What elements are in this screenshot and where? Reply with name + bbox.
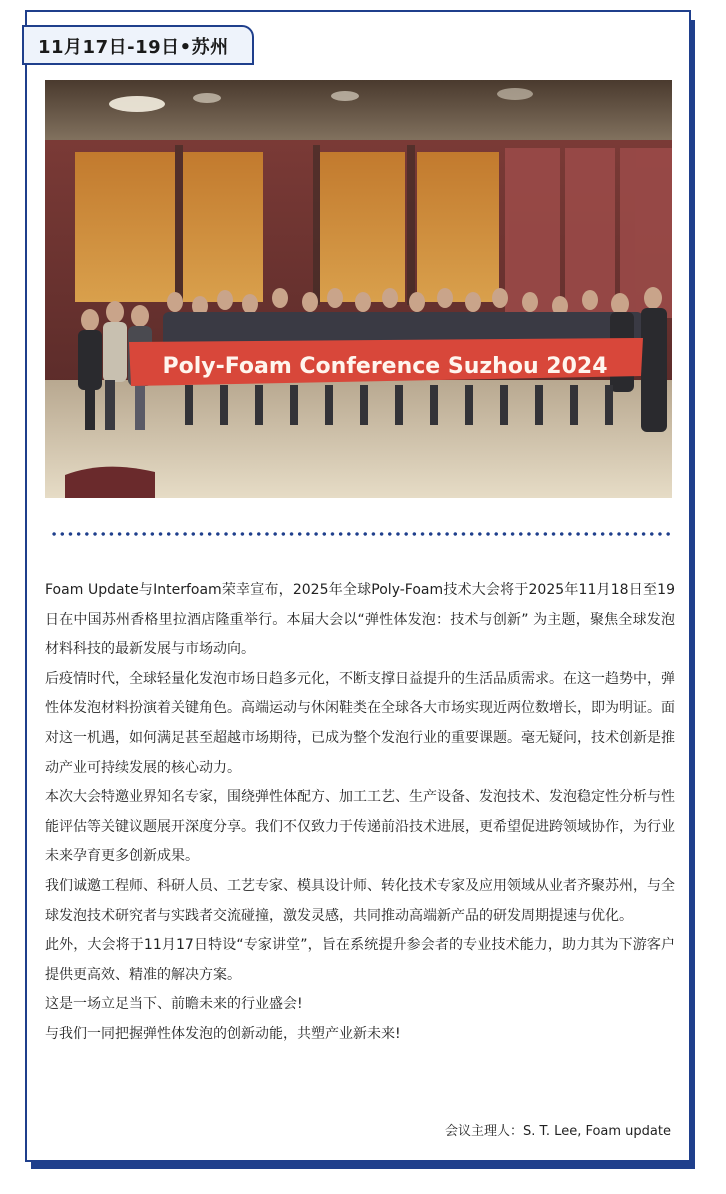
article-paragraph: 此外，大会将于11月17日特设“专家讲堂”，旨在系统提升参会者的专业技术能力，助力其为下游客户提供更高效、精准的解决方案。 [45, 937, 675, 983]
date-location-label: 11月17日-19日•苏州 [38, 37, 229, 58]
article-paragraph: 后疫情时代，全球轻量化发泡市场日趋多元化，不断支撑日益提升的生活品质需求。在这一趋势中，弹性体发泡材料扮演着关键角色。高端运动与休闲鞋类在全球各大市场实现近两位数增长，即为明证。面对这一机遇，如何满足甚至超越市场期待，已成为整个发泡行业的重要课题。毫无疑问，技术创新是推动产业可持续发展的核心动力。 [45, 670, 675, 776]
date-location-tab [22, 25, 254, 65]
dotted-divider [50, 530, 670, 538]
article-paragraph: 本次大会特邀业界知名专家，围绕弹性体配方、加工工艺、生产设备、发泡技术、发泡稳定性分析与性能评估等关键议题展开深度分享。我们不仅致力于传递前沿技术进展，更希望促进跨领域协作，为行业未来孕育更多创新成果。 [45, 789, 675, 865]
article-paragraph: 与我们一同把握弹性体发泡的创新动能，共塑产业新未来! [45, 1025, 401, 1042]
article-paragraph: Foam Update与Interfoam荣幸宣布，2025年全球Poly-Foam技术大会将于2025年11月18日至19日在中国苏州香格里拉酒店隆重举行。本届大会以“弹性体发泡：技术与创新” 为主题，聚焦全球发泡材料科技的最新发展与市场动向。 [45, 582, 675, 658]
article-paragraph: 这是一场立足当下、前瞻未来的行业盛会! [45, 996, 303, 1013]
conference-group-photo [45, 80, 672, 498]
organizer-signature: 会议主理人：S. T. Lee, Foam update [445, 1124, 671, 1139]
article-body [45, 576, 675, 1050]
banner-text: Poly-Foam Conference Suzhou 2024 [162, 354, 608, 379]
article-paragraph: 我们诚邀工程师、科研人员、工艺专家、模具设计师、转化技术专家及应用领域从业者齐聚苏州，与全球发泡技术研究者与实践者交流碰撞，激发灵感，共同推动高端新产品的研发周期提速与优化。 [45, 877, 675, 924]
